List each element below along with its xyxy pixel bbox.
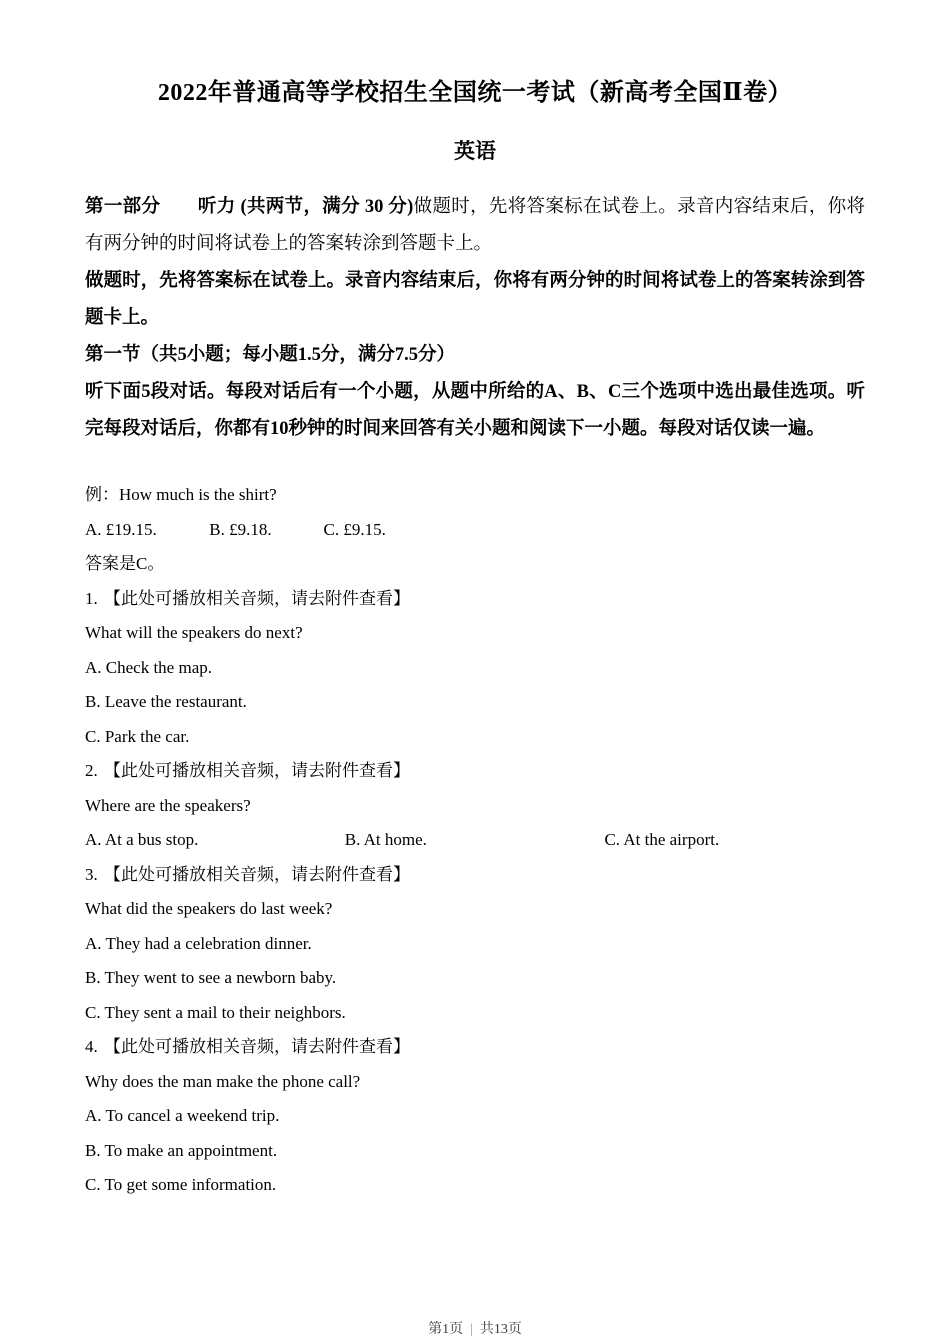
- bold-instruction: 做题时，先将答案标在试卷上。录音内容结束后，你将有两分钟的时间将试卷上的答案转涂到答题卡上。: [85, 271, 865, 328]
- options-row: [85, 823, 865, 858]
- option-b: B. At home.: [344, 830, 427, 849]
- question-number: 1.: [85, 588, 98, 608]
- question-block-2: [85, 754, 865, 858]
- footer-separator: |: [470, 1322, 473, 1337]
- question-prompt: What did the speakers do last week?: [85, 899, 333, 918]
- page-footer: [0, 1318, 950, 1338]
- audio-placeholder: 【此处可播放相关音频，请去附件查看】: [104, 1037, 410, 1056]
- exam-title: 2022年普通高等学校招生全国统一考试（新高考全国Ⅱ卷）: [157, 80, 793, 106]
- part-one-instructions: 听下面5段对话。每段对话后有一个小题，从题中所给的A、B、C三个选项中选出最佳选项。听完每段对话后，你都有10秒钟的时间来回答有关小题和阅读下一小题。每段对话仅读一遍。: [85, 382, 865, 439]
- exam-subject: 英语: [454, 139, 496, 163]
- part-one-heading: 第一节（共5小题；每小题1.5分，满分7.5分）: [85, 345, 456, 365]
- option-a: A. They had a celebration dinner.: [85, 933, 312, 953]
- question-prompt: Why does the man make the phone call?: [85, 1071, 361, 1091]
- example-option-b: B. £9.18.: [209, 519, 272, 539]
- option-a: A. At a bus stop.: [85, 830, 199, 849]
- current-page-label: 第1页: [428, 1322, 464, 1337]
- option-a: A. To cancel a weekend trip.: [85, 1106, 280, 1125]
- question-area: [85, 478, 865, 1203]
- question-prompt: What will the speakers do next?: [85, 623, 303, 642]
- option-b: B. They went to see a newborn baby.: [85, 968, 337, 987]
- question-audio-line: [85, 858, 865, 893]
- question-number: 3.: [85, 864, 98, 884]
- option-b: B. To make an appointment.: [85, 1140, 278, 1160]
- question-number: 4.: [85, 1037, 98, 1056]
- total-pages-label: 共13页: [479, 1322, 522, 1337]
- example-options-row: [85, 513, 865, 548]
- question-block-4: [85, 1030, 865, 1203]
- question-number: 2.: [85, 761, 98, 780]
- example-block: [85, 478, 865, 582]
- audio-placeholder: 【此处可播放相关音频，请去附件查看】: [104, 588, 410, 608]
- audio-placeholder: 【此处可播放相关音频，请去附件查看】: [104, 761, 410, 780]
- example-prompt: 例：How much is the shirt?: [85, 485, 277, 504]
- section-intro-paragraph: [85, 189, 865, 263]
- question-audio-line: [85, 754, 865, 789]
- question-block-3: [85, 858, 865, 1031]
- question-prompt: Where are the speakers?: [85, 795, 251, 815]
- example-option-a: A. £19.15.: [85, 519, 157, 539]
- option-c: C. To get some information.: [85, 1175, 277, 1194]
- option-c: C. At the airport.: [604, 830, 720, 849]
- option-c: C. Park the car.: [85, 726, 190, 746]
- option-b: B. Leave the restaurant.: [85, 692, 247, 711]
- example-option-c: C. £9.15.: [323, 519, 386, 539]
- question-block-1: [85, 582, 865, 755]
- section-heading: 第一部分 听力 (共两节，满分 30 分): [85, 197, 414, 217]
- option-c: C. They sent a mail to their neighbors.: [85, 1002, 346, 1022]
- audio-placeholder: 【此处可播放相关音频，请去附件查看】: [104, 864, 410, 884]
- example-answer: 答案是C。: [85, 554, 165, 573]
- option-a: A. Check the map.: [85, 657, 212, 677]
- section-note: 做题时，先将答案标在试卷上。录音内容结束后，你将有两分钟的时间将试卷上的答案转涂到答题卡上。: [85, 197, 865, 254]
- question-audio-line: [85, 582, 865, 617]
- question-audio-line: [85, 1030, 865, 1065]
